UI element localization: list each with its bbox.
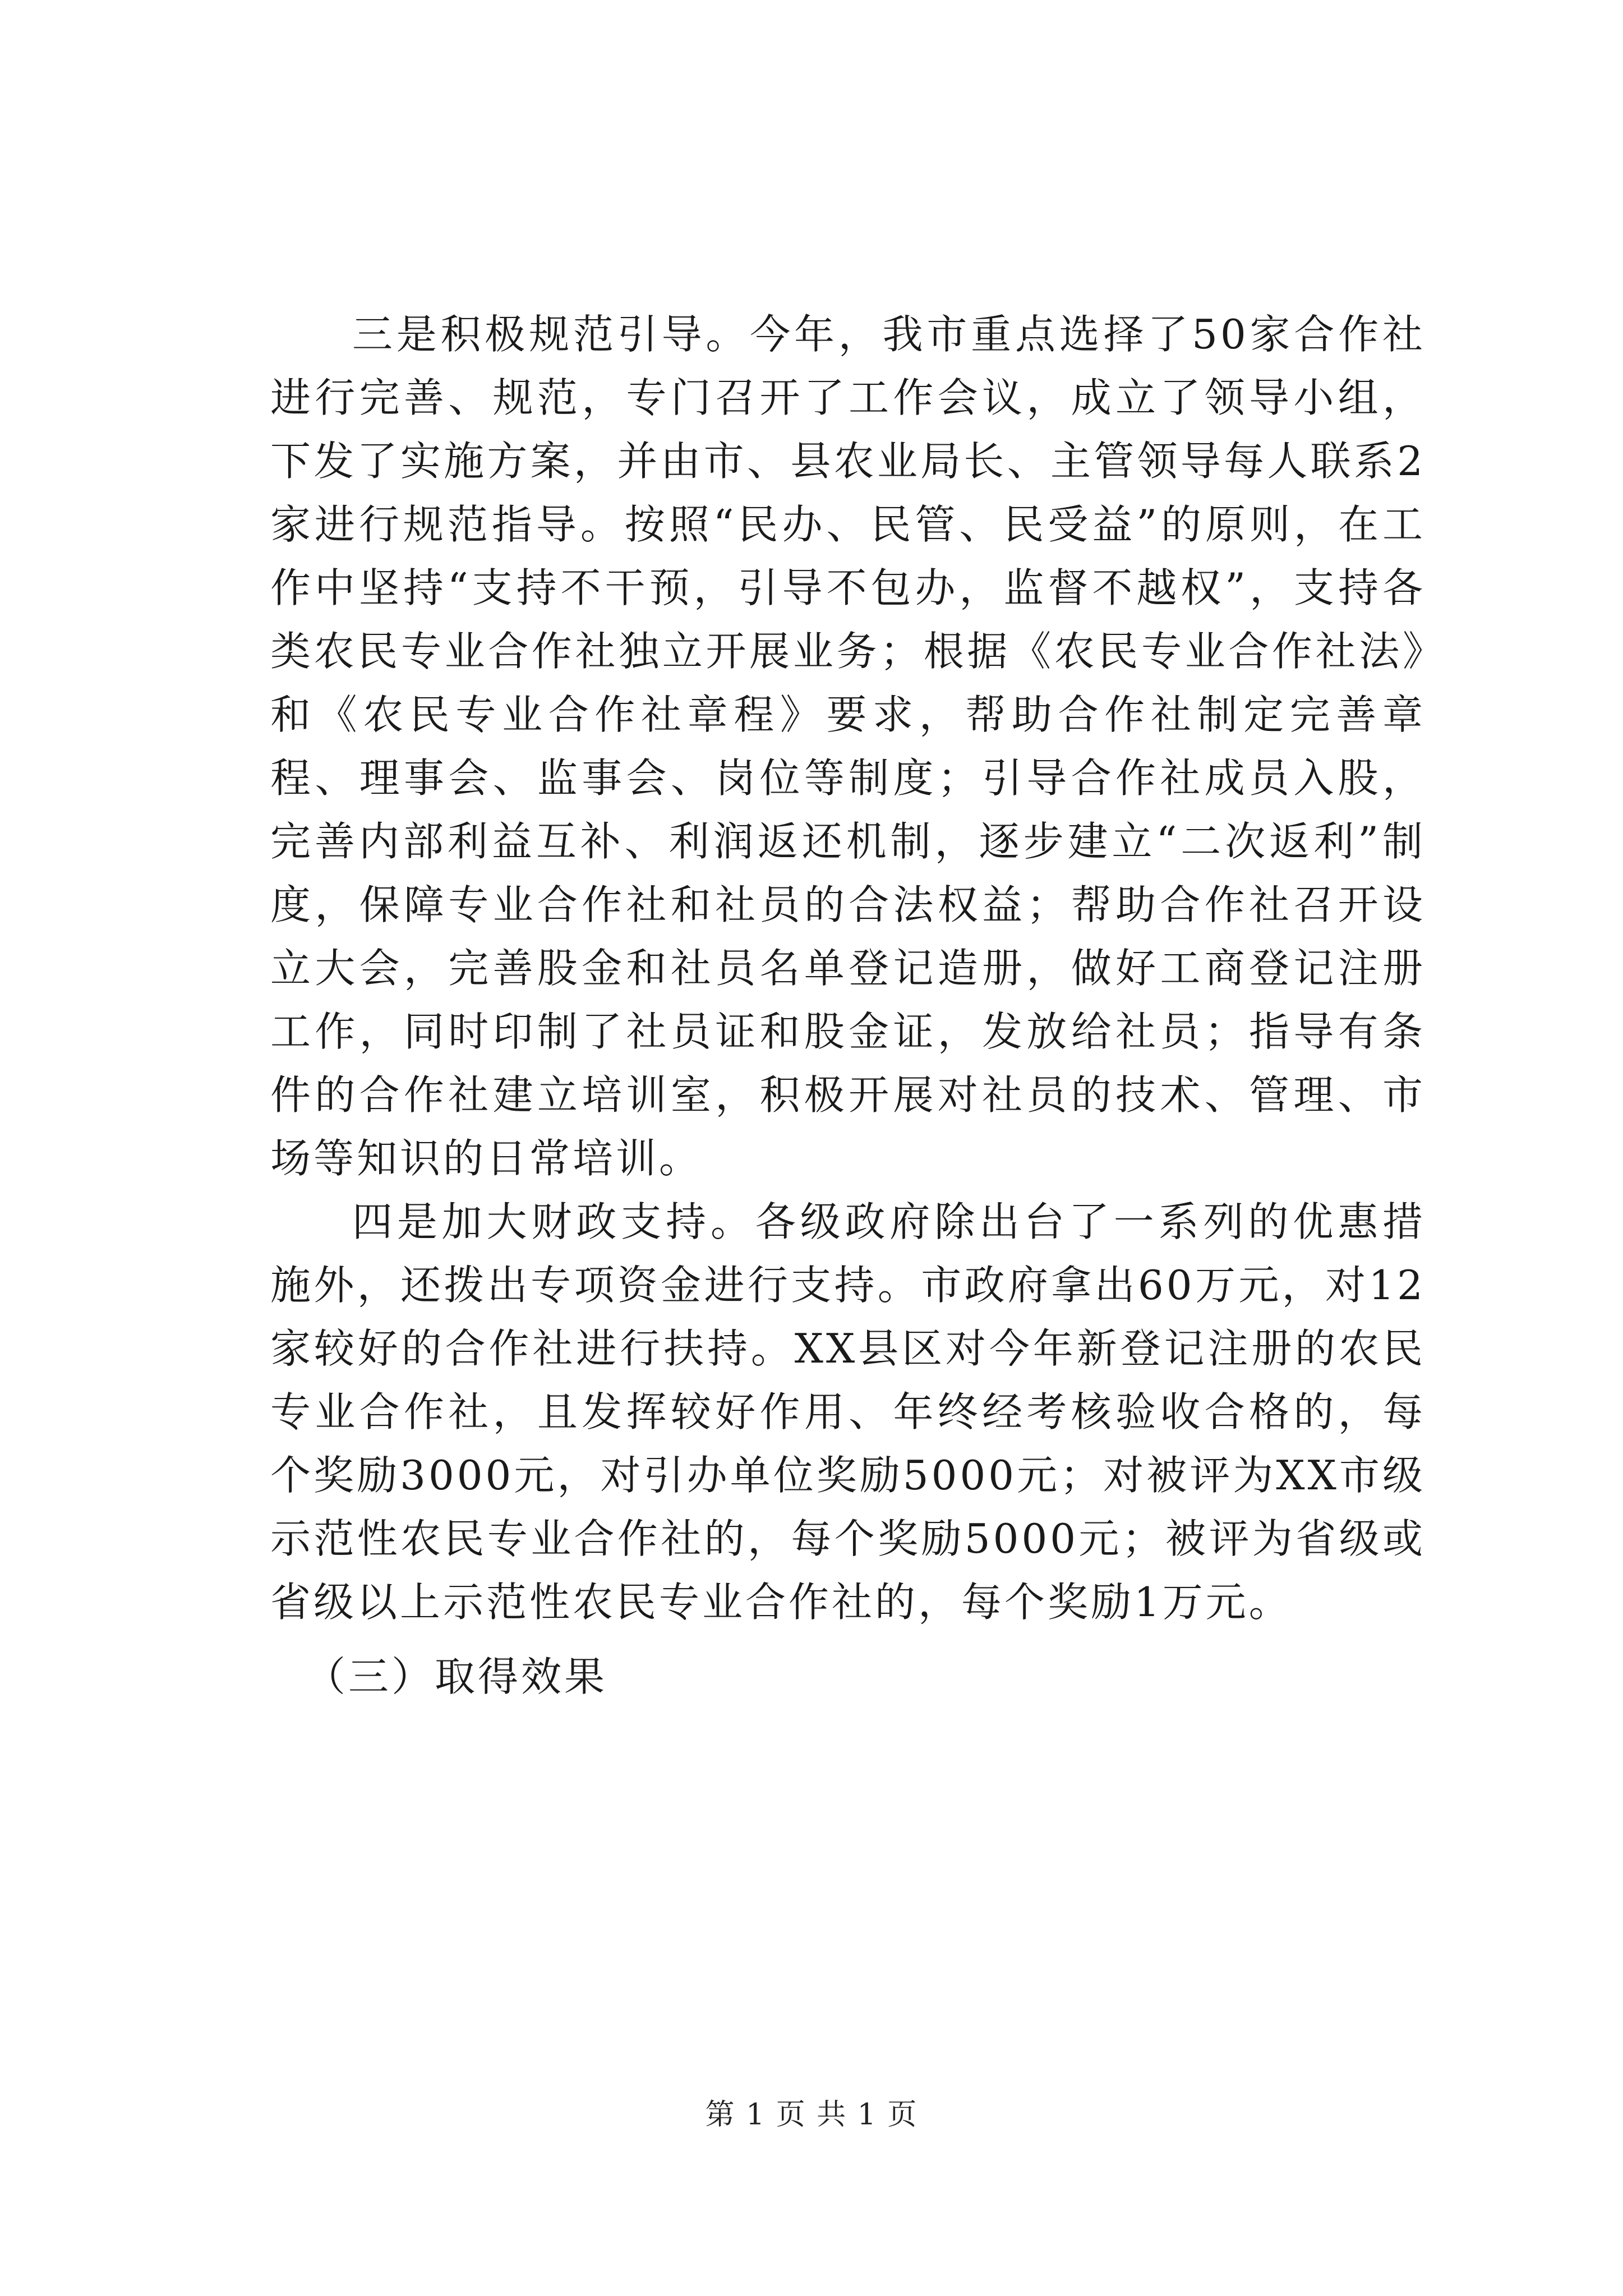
paragraph-regulate-guidance: 三是积极规范引导。今年，我市重点选择了50家合作社进行完善、规范，专门召开了工作会议，成立了领导小组，下发了实施方案，并由市、县农业局长、主管领导每人联系2家进行规范指导。按照“民办、民管、民受益”的原则，在工作中坚持“支持不干预，引导不包办，监督不越权”，支持各类农民专业合作社独立开展业务；根据《农民专业合作社法》和《农民专业合作社章程》要求，帮助合作社制定完善章程、理事会、监事会、岗位等制度；引导合作社成员入股，完善内部利益互补、利润返还机制，逐步建立“二次返利”制度，保障专业合作社和社员的合法权益；帮助合作社召开设立大会，完善股金和社员名单登记造册，做好工商登记注册工作，同时印制了社员证和股金证，发放给社员；指导有条件的合作社建立培训室，积极开展对社员的技术、管理、市场等知识的日常培训。 <box>270 311 1426 1182</box>
page-footer: 第 1 页 共 1 页 <box>705 2098 918 2132</box>
paragraph-financial-support: 四是加大财政支持。各级政府除出台了一系列的优惠措施外，还拨出专项资金进行支持。市政府拿出60万元，对12家较好的合作社进行扶持。XX县区对今年新登记注册的农民专业合作社，且发挥较好作用、年终经考核验收合格的，每个奖励3000元，对引办单位奖励5000元；对被评为XX市级示范性农民专业合作社的，每个奖励5000元；被评为省级或省级以上示范性农民专业合作社的，每个奖励1万元。 <box>270 1198 1426 1626</box>
document-body <box>270 303 1426 1709</box>
section-heading: （三）取得效果 <box>305 1653 608 1700</box>
